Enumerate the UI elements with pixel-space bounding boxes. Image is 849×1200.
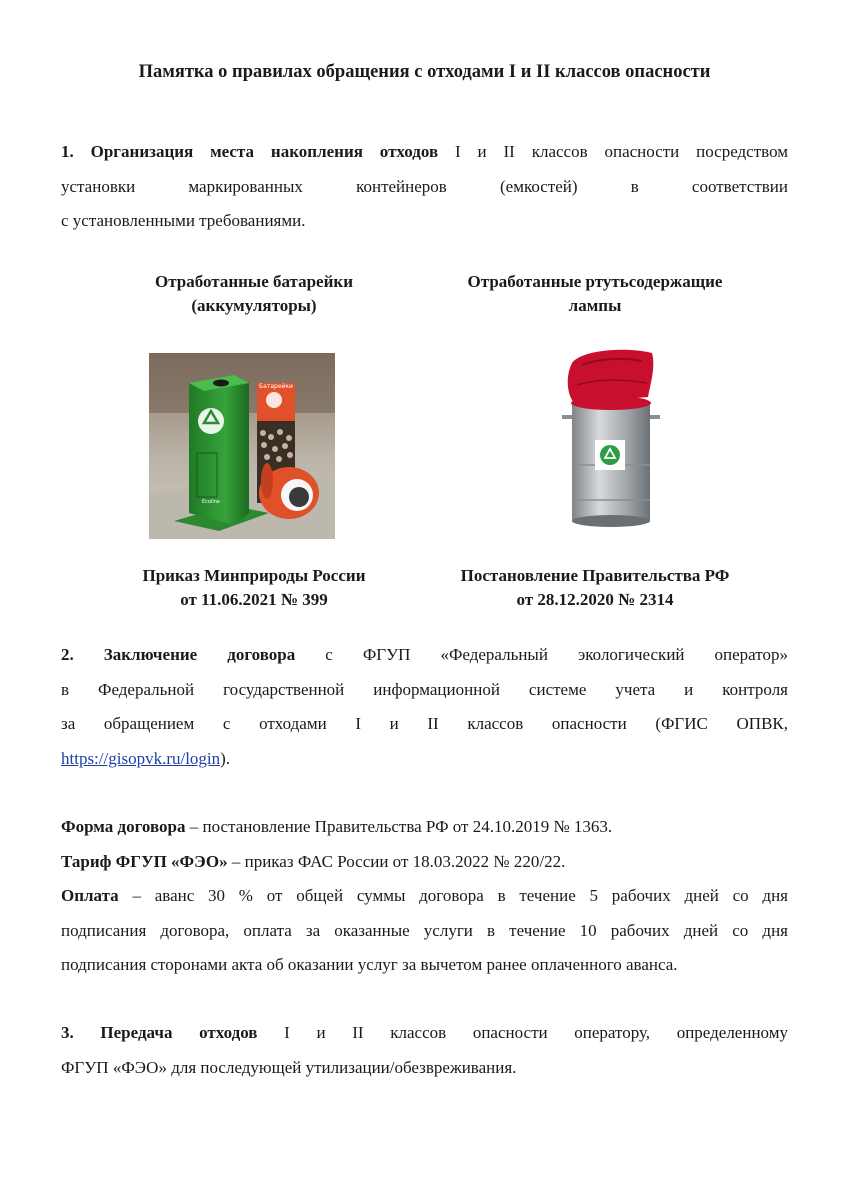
lamps-heading: Отработанные ртутьсодержащие лампы [467, 272, 723, 315]
batteries-heading: Отработанные батарейки (аккумуляторы) [154, 272, 353, 315]
batteries-bin-image [149, 353, 335, 539]
payment-line-3: подписания сторонами акта об оказании услуг за вычетом ранее оплаченного аванса. [61, 955, 678, 974]
section-3 [61, 1016, 788, 1085]
page-title: Памятка о правилах обращения с отходами I и II классов опасности [138, 62, 711, 82]
lamps-caption: Постановление Правительства РФ от 28.12.2020 № 2314 [460, 566, 730, 609]
section-2-line-3: за обращением с отходами I и II классов опасности (ФГИС ОПВК, [61, 714, 788, 733]
section-1-line-1: 1. Организация места накопления отходов I и II классов опасности посредством [61, 142, 789, 161]
section-3-line-2: ФГУП «ФЭО» для последующей утилизации/обезвреживания. [61, 1057, 517, 1077]
section-2 [61, 638, 788, 776]
lamps-bin-image [552, 345, 662, 530]
contract-form-line: Форма договора – постановление Правительства РФ от 24.10.2019 № 1363. [61, 817, 613, 836]
section-3-heading: 3. Передача отходов [61, 1023, 258, 1042]
svg-text:Ecoline: Ecoline [202, 499, 220, 505]
section-3-line-1: 3. Передача отходов I и II классов опасности оператору, определенному [61, 1023, 788, 1042]
section-1-line-3: с установленными требованиями. [61, 211, 306, 230]
recycle-icon [198, 408, 224, 434]
recycle-icon [600, 445, 620, 465]
batteries-caption: Приказ Минприроды России от 11.06.2021 № 399 [142, 566, 366, 609]
section-2-heading: 2. Заключение договора [61, 645, 296, 664]
section-1-heading: 1. Организация места накопления отходов [61, 142, 439, 161]
section-2-line-2: в Федеральной государственной информационной системе учета и контроля [61, 679, 788, 699]
gisopvk-link[interactable]: https://gisopvk.ru/login [61, 748, 221, 768]
section-1 [61, 135, 788, 239]
payment-line-2: подписания договора, оплата за оказанные услуги в течение 10 рабочих дней со дня [61, 920, 788, 940]
contract-details [61, 810, 788, 983]
section-2-line-4: https://gisopvk.ru/login). [61, 748, 231, 768]
section-1-line-2: установки маркированных контейнеров (емкостей) в соответствии [61, 176, 788, 196]
section-2-line-1: 2. Заключение договора с ФГУП «Федеральный экологический оператор» [61, 645, 788, 664]
payment-line-1: Оплата – аванс 30 % от общей суммы договора в течение 5 рабочих дней со дня [61, 886, 788, 905]
svg-text:Батарейки: Батарейки [259, 383, 293, 390]
tariff-line: Тариф ФГУП «ФЭО» – приказ ФАС России от 18.03.2022 № 220/22. [61, 851, 566, 871]
